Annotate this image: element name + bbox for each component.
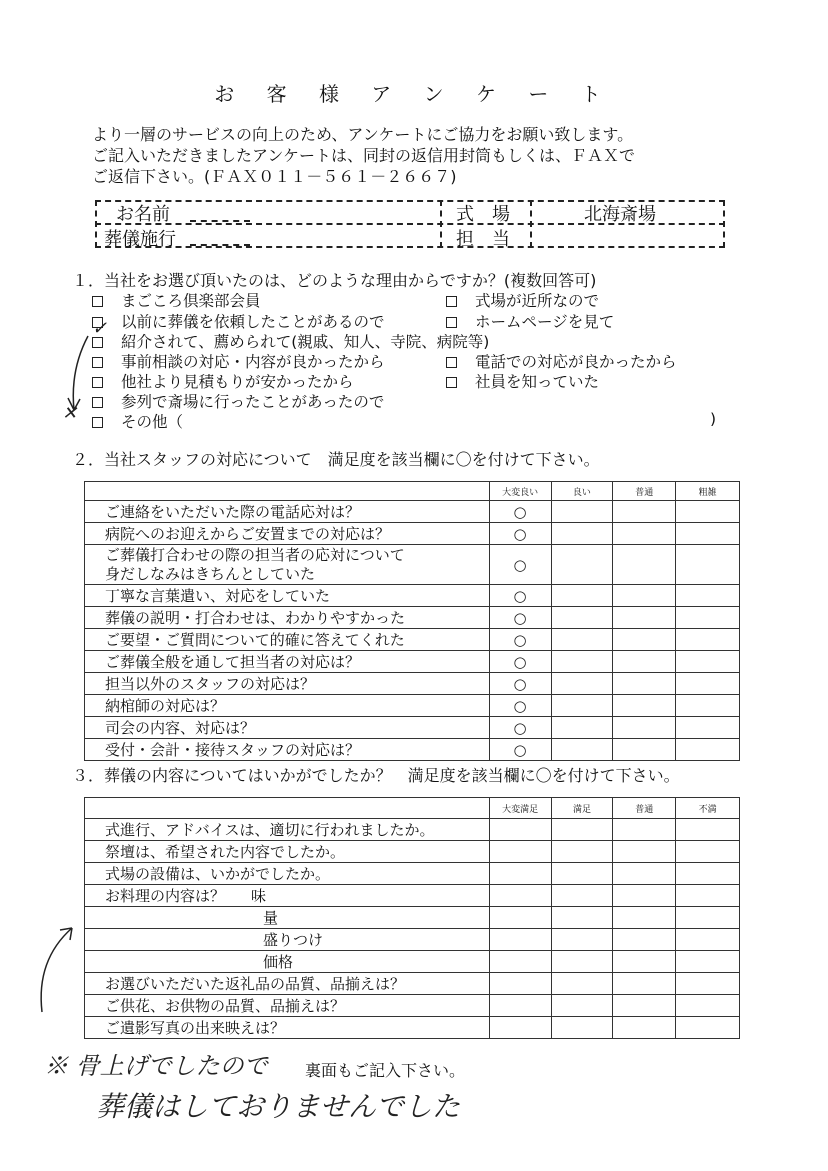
table-row: 葬儀の説明・打合わせは、わかりやすかった ○ xyxy=(85,607,740,629)
intro-line-2: ご記入いただきましたアンケートは、同封の返信用封筒もしくは、ＦＡＸで xyxy=(92,146,636,165)
rating-cell[interactable] xyxy=(676,973,740,995)
checkbox[interactable] xyxy=(92,296,103,307)
rating-cell-marked[interactable]: ○ xyxy=(489,545,551,585)
rating-cell[interactable] xyxy=(676,841,740,863)
rating-cell[interactable] xyxy=(613,951,676,973)
rating-cell[interactable] xyxy=(613,841,676,863)
table-row: 価格 xyxy=(85,951,740,973)
rating-cell[interactable] xyxy=(613,585,676,607)
rating-cell-marked[interactable]: ○ xyxy=(489,673,551,695)
rating-cell[interactable] xyxy=(613,523,676,545)
rating-cell[interactable] xyxy=(676,717,740,739)
col-header: 大変満足 xyxy=(489,798,551,819)
q3-rating-table xyxy=(84,797,740,1039)
col-header: 満足 xyxy=(551,798,613,819)
rating-cell[interactable] xyxy=(613,973,676,995)
rating-cell[interactable] xyxy=(676,863,740,885)
table-header-blank xyxy=(85,482,490,501)
table-row: 量 xyxy=(85,907,740,929)
q1-option[interactable]: 参列で斎場に行ったことがあったので xyxy=(92,390,384,412)
name-label: お名前 xyxy=(116,204,170,225)
rating-cell[interactable] xyxy=(551,929,613,951)
table-header-blank xyxy=(85,798,490,819)
rating-cell-marked[interactable]: ○ xyxy=(489,585,551,607)
rating-cell[interactable] xyxy=(613,929,676,951)
rating-cell[interactable] xyxy=(551,995,613,1017)
table-row: ご葬儀全般を通して担当者の対応は？ ○ xyxy=(85,651,740,673)
staff-label: 担 当 xyxy=(456,229,510,250)
rating-cell[interactable] xyxy=(613,863,676,885)
rating-cell[interactable] xyxy=(551,695,613,717)
funeral-field[interactable] xyxy=(190,244,250,246)
rating-cell[interactable] xyxy=(551,673,613,695)
rating-cell[interactable] xyxy=(613,1017,676,1039)
rating-cell[interactable] xyxy=(551,739,613,761)
q1-question: １．当社をお選び頂いたのは、どのような理由からですか？(複数回答可) xyxy=(72,271,597,290)
rating-cell[interactable] xyxy=(613,545,676,585)
rating-cell[interactable] xyxy=(551,651,613,673)
rating-cell[interactable] xyxy=(676,629,740,651)
handwritten-arrow-icon xyxy=(30,920,85,1020)
rating-cell[interactable] xyxy=(676,995,740,1017)
cross-mark-icon: ✕ xyxy=(62,403,78,424)
table-row: ご要望・ご質問について的確に答えてくれた ○ xyxy=(85,629,740,651)
page-title: お 客 様 ア ン ケ ー ト xyxy=(214,82,614,106)
rating-cell[interactable] xyxy=(489,863,551,885)
q2-question: ２．当社スタッフの対応について 満足度を該当欄に〇を付けて下さい。 xyxy=(72,450,600,469)
table-row: 受付・会計・接待スタッフの対応は？ ○ xyxy=(85,739,740,761)
rating-cell-marked[interactable]: ○ xyxy=(489,607,551,629)
rating-cell[interactable] xyxy=(676,907,740,929)
rating-cell[interactable] xyxy=(613,695,676,717)
rating-cell[interactable] xyxy=(613,907,676,929)
table-row: 式進行、アドバイスは、適切に行われましたか。 xyxy=(85,819,740,841)
rating-cell[interactable] xyxy=(676,651,740,673)
rating-cell[interactable] xyxy=(613,651,676,673)
col-header: 普通 xyxy=(613,482,676,501)
q1-option[interactable]: 他社より見積もりが安かったから xyxy=(92,370,354,392)
rating-cell[interactable] xyxy=(676,585,740,607)
table-row: ご連絡をいただいた際の電話応対は？ ○ xyxy=(85,501,740,523)
intro-line-3: ご返信下さい。(ＦＡＸ０１１－５６１－２６６７) xyxy=(92,167,457,186)
col-header: 良い xyxy=(551,482,613,501)
rating-cell[interactable] xyxy=(676,695,740,717)
rating-cell[interactable] xyxy=(613,995,676,1017)
rating-cell[interactable] xyxy=(551,523,613,545)
checkbox[interactable] xyxy=(446,317,457,328)
table-row: 担当以外のスタッフの対応は？ ○ xyxy=(85,673,740,695)
rating-cell[interactable] xyxy=(676,673,740,695)
table-row: 盛りつけ xyxy=(85,929,740,951)
rating-cell[interactable] xyxy=(613,885,676,907)
q1-option[interactable]: まごころ倶楽部会員 xyxy=(92,289,261,311)
handwritten-note-1: ※ 骨上げでしたので xyxy=(44,1052,268,1080)
q1-option[interactable]: 式場が近所なので xyxy=(446,289,599,311)
q1-option[interactable]: 事前相談の対応・内容が良かったから xyxy=(92,350,385,372)
q1-option-other[interactable]: その他（ xyxy=(92,410,183,432)
rating-cell-marked[interactable]: ○ xyxy=(489,629,551,651)
handwritten-note-2: 葬儀はしておりませんでした xyxy=(96,1090,461,1123)
q1-option[interactable]: 社員を知っていた xyxy=(446,370,599,392)
rating-cell[interactable] xyxy=(676,607,740,629)
rating-cell[interactable] xyxy=(551,841,613,863)
rating-cell[interactable] xyxy=(489,1017,551,1039)
table-row: 祭壇は、希望された内容でしたか。 xyxy=(85,841,740,863)
q1-option[interactable]: 電話での対応が良かったから xyxy=(446,350,677,372)
rating-cell[interactable] xyxy=(613,607,676,629)
table-row: 納棺師の対応は？ ○ xyxy=(85,695,740,717)
rating-cell[interactable] xyxy=(551,907,613,929)
checkbox[interactable] xyxy=(446,296,457,307)
table-row: 病院へのお迎えからご安置までの対応は？ ○ xyxy=(85,523,740,545)
rating-cell-marked[interactable]: ○ xyxy=(489,739,551,761)
rating-cell[interactable] xyxy=(676,545,740,585)
col-header: 不満 xyxy=(676,798,740,819)
rating-cell[interactable] xyxy=(676,501,740,523)
handwritten-arrow-icon xyxy=(60,330,100,415)
table-row: ご供花、お供物の品質、品揃えは？ xyxy=(85,995,740,1017)
rating-cell[interactable] xyxy=(551,885,613,907)
rating-cell[interactable] xyxy=(676,951,740,973)
table-row: 丁寧な言葉遣い、対応をしていた ○ xyxy=(85,585,740,607)
rating-cell[interactable] xyxy=(551,501,613,523)
rating-cell[interactable] xyxy=(551,863,613,885)
header-col-divider-1 xyxy=(440,200,442,248)
rating-cell[interactable] xyxy=(489,841,551,863)
q3-question: ３．葬儀の内容についてはいかがでしたか？ 満足度を該当欄に〇を付けて下さい。 xyxy=(72,766,680,785)
rating-cell[interactable] xyxy=(676,819,740,841)
rating-cell[interactable] xyxy=(676,739,740,761)
col-header: 大変良い xyxy=(489,482,551,501)
rating-cell[interactable] xyxy=(551,1017,613,1039)
col-header: 粗雑 xyxy=(676,482,740,501)
q1-option[interactable]: ホームページを見て xyxy=(446,310,614,332)
rating-cell-marked[interactable]: ○ xyxy=(489,523,551,545)
table-row: ご葬儀打合わせの際の担当者の応対について 身だしなみはきちんとしていた ○ xyxy=(85,545,740,585)
table-row: 式場の設備は、いかがでしたか。 xyxy=(85,863,740,885)
rating-cell-marked[interactable]: ○ xyxy=(489,651,551,673)
name-field[interactable] xyxy=(190,220,250,222)
rating-cell-marked[interactable]: ○ xyxy=(489,501,551,523)
rating-cell[interactable] xyxy=(613,673,676,695)
other-close-paren: ) xyxy=(710,410,717,428)
table-row: お選びいただいた返礼品の品質、品揃えは？ xyxy=(85,973,740,995)
rating-cell[interactable] xyxy=(613,629,676,651)
rating-cell[interactable] xyxy=(489,995,551,1017)
rating-cell[interactable] xyxy=(676,523,740,545)
intro-line-1: より一層のサービスの向上のため、アンケートにご協力をお願い致します。 xyxy=(92,125,634,144)
checkbox-crossed[interactable] xyxy=(92,417,103,428)
header-col-divider-2 xyxy=(530,200,532,248)
rating-cell-marked[interactable]: ○ xyxy=(489,717,551,739)
back-side-note: 裏面もご記入下さい。 xyxy=(305,1061,466,1080)
rating-cell[interactable] xyxy=(489,973,551,995)
rating-cell[interactable] xyxy=(489,929,551,951)
rating-cell[interactable] xyxy=(613,819,676,841)
q1-option[interactable]: 以前に葬儀を依頼したことがあるので xyxy=(92,310,385,332)
checkbox[interactable] xyxy=(446,357,457,368)
rating-cell[interactable] xyxy=(551,607,613,629)
rating-cell[interactable] xyxy=(551,545,613,585)
rating-cell[interactable] xyxy=(551,819,613,841)
table-row: 司会の内容、対応は？ ○ xyxy=(85,717,740,739)
check-mark-icon: ✓ xyxy=(92,318,108,339)
rating-cell[interactable] xyxy=(489,951,551,973)
col-header: 普通 xyxy=(613,798,676,819)
rating-cell[interactable] xyxy=(489,907,551,929)
checkbox[interactable] xyxy=(446,377,457,388)
rating-cell[interactable] xyxy=(613,717,676,739)
rating-cell-marked[interactable]: ○ xyxy=(489,695,551,717)
table-row: お料理の内容は？ 味 xyxy=(85,885,740,907)
rating-cell[interactable] xyxy=(551,717,613,739)
venue-label: 式 場 xyxy=(456,204,510,225)
rating-cell[interactable] xyxy=(551,629,613,651)
rating-cell[interactable] xyxy=(613,501,676,523)
rating-cell[interactable] xyxy=(551,585,613,607)
q1-option-checked[interactable]: 紹介されて、薦められて(親戚、知人、寺院、病院等) xyxy=(92,330,489,352)
rating-cell[interactable] xyxy=(489,819,551,841)
q2-rating-table xyxy=(84,481,740,761)
rating-cell[interactable] xyxy=(613,739,676,761)
rating-cell[interactable] xyxy=(676,885,740,907)
venue-value: 北海斎場 xyxy=(584,204,656,225)
rating-cell[interactable] xyxy=(676,929,740,951)
funeral-label: 葬儀施行 xyxy=(104,229,176,250)
rating-cell[interactable] xyxy=(551,951,613,973)
rating-cell[interactable] xyxy=(676,1017,740,1039)
rating-cell[interactable] xyxy=(551,973,613,995)
rating-cell[interactable] xyxy=(489,885,551,907)
table-row: ご遺影写真の出来映えは？ xyxy=(85,1017,740,1039)
